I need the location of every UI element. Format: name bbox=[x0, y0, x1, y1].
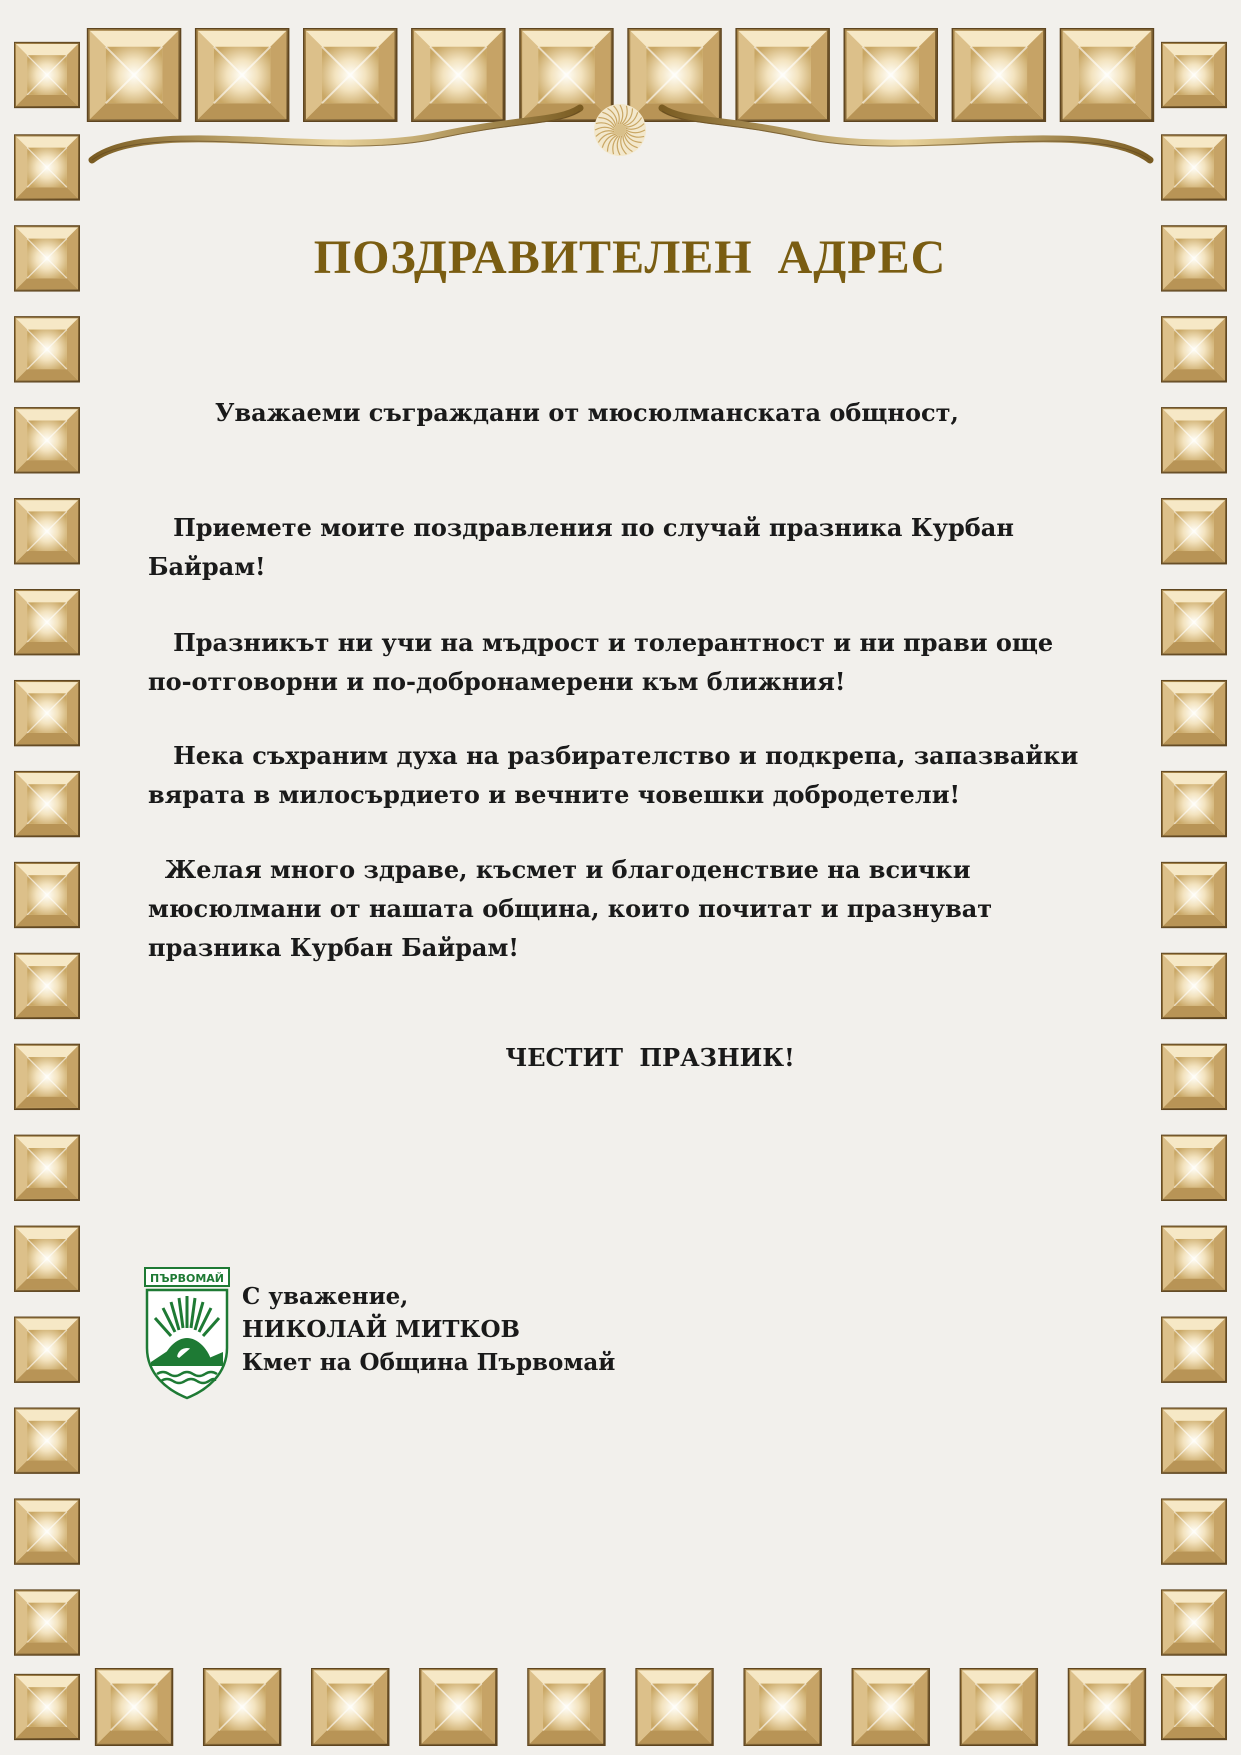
frame-tile bbox=[411, 28, 505, 122]
frame-tile bbox=[844, 28, 938, 122]
frame-tile bbox=[95, 1668, 173, 1746]
signature-name: НИКОЛАЙ МИТКОВ bbox=[242, 1316, 520, 1343]
frame-tile bbox=[1161, 1499, 1227, 1565]
frame-tile bbox=[952, 28, 1046, 122]
municipality-crest-icon bbox=[143, 1266, 231, 1400]
frame-tile bbox=[14, 1226, 80, 1292]
frame-tile bbox=[14, 771, 80, 837]
frame-tile bbox=[14, 1044, 80, 1110]
frame-tile bbox=[519, 28, 613, 122]
frame-tile bbox=[1161, 1674, 1227, 1740]
frame-tile bbox=[1161, 1044, 1227, 1110]
signature-salutation: С уважение, bbox=[242, 1283, 409, 1310]
frame-tile bbox=[14, 862, 80, 928]
signature-block bbox=[242, 1280, 942, 1379]
frame-tile bbox=[1068, 1668, 1146, 1746]
frame-tile bbox=[14, 498, 80, 564]
paragraph-wisdom bbox=[148, 623, 1098, 701]
frame-tile bbox=[14, 1674, 80, 1740]
frame-tile bbox=[14, 134, 80, 200]
frame-tile bbox=[1161, 42, 1227, 108]
frame-tile bbox=[852, 1668, 930, 1746]
paragraph-text: Нека съхраним духа на разбирателство и подкрепа, запазвайки вярата в милосърдието и вечните човешки добродетели! bbox=[148, 741, 1079, 809]
frame-tile bbox=[419, 1668, 497, 1746]
paragraph-text: Приемете моите поздравления по случай празника Курбан Байрам! bbox=[148, 513, 1014, 581]
frame-tile bbox=[1161, 771, 1227, 837]
frame-tile bbox=[744, 1668, 822, 1746]
frame-tile bbox=[1161, 953, 1227, 1019]
frame-tile bbox=[1161, 1317, 1227, 1383]
frame-tile bbox=[1161, 316, 1227, 382]
frame-tile bbox=[14, 42, 80, 108]
frame-tile bbox=[636, 1668, 714, 1746]
frame-tile bbox=[527, 1668, 605, 1746]
frame-tile bbox=[14, 1590, 80, 1656]
frame-tile bbox=[14, 1408, 80, 1474]
frame-tile bbox=[736, 28, 830, 122]
frame-tile bbox=[303, 28, 397, 122]
frame-tile bbox=[311, 1668, 389, 1746]
frame-tile bbox=[1161, 134, 1227, 200]
frame-tile bbox=[1161, 680, 1227, 746]
frame-tile bbox=[14, 1135, 80, 1201]
frame-tile bbox=[14, 1499, 80, 1565]
frame-tile bbox=[203, 1668, 281, 1746]
paragraph-wishes bbox=[148, 850, 1098, 967]
page-title: ПОЗДРАВИТЕЛЕН АДРЕС bbox=[313, 231, 947, 284]
frame-tile bbox=[87, 28, 181, 122]
signature-position: Кмет на Община Първомай bbox=[242, 1349, 616, 1376]
frame-tile bbox=[14, 316, 80, 382]
frame-tile bbox=[1161, 1135, 1227, 1201]
frame-tile bbox=[14, 953, 80, 1019]
frame-tile bbox=[195, 28, 289, 122]
closing-greeting: ЧЕСТИТ ПРАЗНИК! bbox=[505, 1043, 795, 1072]
frame-tile bbox=[1161, 225, 1227, 291]
frame-tile bbox=[14, 1317, 80, 1383]
frame-tile bbox=[1060, 28, 1154, 122]
paragraph-understanding bbox=[148, 736, 1098, 814]
greeting: Уважаеми съграждани от мюсюлманската общност, bbox=[215, 398, 959, 427]
frame-tile bbox=[1161, 1408, 1227, 1474]
frame-tile bbox=[14, 407, 80, 473]
frame-tile bbox=[14, 680, 80, 746]
frame-tile bbox=[628, 28, 722, 122]
frame-tile bbox=[14, 589, 80, 655]
crest-label: ПЪРВОМАЙ bbox=[149, 1272, 225, 1285]
paragraph-text: Желая много здраве, късмет и благоденствие на всички мюсюлмани от нашата община, които почитат и празнуват празника Курбан Байрам! bbox=[148, 855, 993, 962]
paragraph-congratulations bbox=[148, 508, 1098, 586]
frame-tile bbox=[1161, 407, 1227, 473]
frame-tile bbox=[960, 1668, 1038, 1746]
frame-tile bbox=[1161, 862, 1227, 928]
frame-tile bbox=[1161, 589, 1227, 655]
frame-tile bbox=[1161, 498, 1227, 564]
paragraph-text: Празникът ни учи на мъдрост и толерантност и ни прави още по-отговорни и по-добронамерени към ближния! bbox=[148, 628, 1054, 696]
frame-tile bbox=[1161, 1226, 1227, 1292]
frame-tile bbox=[1161, 1590, 1227, 1656]
frame-tile bbox=[14, 225, 80, 291]
